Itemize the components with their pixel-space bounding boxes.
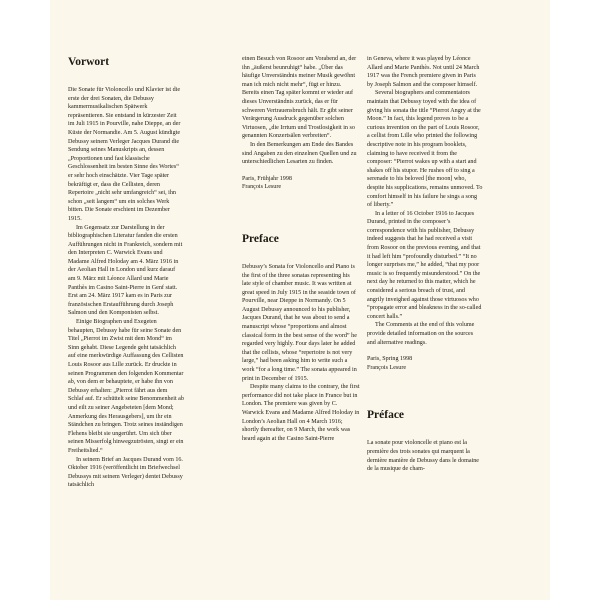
author-line: François Lesure: [242, 184, 282, 191]
date-line: Paris, Frühjahr 1998: [242, 175, 292, 182]
paragraph: Einige Biographen und Exegeten behaupten, Debussy habe für seine Sonate den Titel „Pierrot im Zwist mit dem Mond“ im Sinn gehabt. Diese Legende geht tatsächlich auf eine merkwürdige Auffassung des Cellisten Louis Rosoor aus Lille zurück. Er druckte in seinen Programmen den folgenden Kommentar ab, von dem er behauptete, er habe ihn von Debussy erhalten: „Pierrot fährt aus dem Schlaf auf. Er schüttelt seine Benommenheit ab und eilt zu seiner Angebeteten [dem Mond; Anmerkung des Herausgebers], um ihr ein Ständchen zu bringen. Trotz seines inständigen Flehens bleibt sie ungerührt. Um sich über seinen Misserfolg hinwegzutrösten, singt er ein Freiheitslied.“: [68, 319, 184, 454]
paragraph: In seinem Brief an Jacques Durand vom 16. Oktober 1916 (veröffentlicht im Briefwechsel Debussys mit seinem Verleger) dentet Debussy tatsächlich: [68, 456, 183, 489]
paragraph: Im Gegensatz zur Darstellung in der bibliographischen Literatur fanden die ersten Aufführungen nicht in Frankreich, sondern mit den Interpreten C. Warwick Evans und Madame Alfred Holoday am 4. März 1916 in der Aeolian Hall in London und kurz darauf am 9. März mit Léonce Allard und Marie Panthès im Casino Saint-Pierre in Genf statt. Erst am 24. März 1917 kam es in Paris zur französischen Erstaufführung durch Joseph Salmon und den Komponisten selbst.: [68, 224, 183, 317]
paragraph: Debussy’s Sonata for Violoncello and Piano is the first of the three sonatas representing his late style of chamber music. It was written at great speed in July 1915 in the seaside town of Pourville, near Dieppe in Normandy. On 5 August Debussy announced to his publisher, Jacques Durand, that he was about to send a manuscript whose “proportions and almost classical form in the best sense of the word” he regarded very highly. Four days later he added that the cellists, whose “repertoire is not very large,” had been asking him to write such a work “for a long time.” The sonata appeared in print in December of 1915.: [242, 263, 357, 382]
paragraph: Die Sonate für Violoncello und Klavier ist die erste der drei Sonaten, die Debussy kammermusikalischen Spätwerk repräsentieren. Sie entstand in kürzester Zeit im Juli 1915 in Pourville, nahe Dieppe, an der Küste der Normandie. Am 5. August kündigte Debussy seinem Verleger Jacques Durand die Sendung seines Manuskripts an, dessen „Proportionen und fast klassische Geschlossenheit im besten Sinne des Wortes“ er sehr hoch einschätzte. Vier Tage später bekräftigt er, dass die Cellisten, deren Repertoire „nicht sehr umfangreich“ sei, ihn schon „seit langem“ um ein solches Werk bitten. Die Sonate erschient im Dezember 1915.: [68, 87, 181, 222]
paragraph: In den Bemerkungen am Ende des Bandes sind Angaben zu den einzelnen Quellen und zu unterschiedlichen Lesarten zu finden.: [242, 141, 357, 166]
paragraph: The Comments at the end of this volume provide detailed information on the sources and alternative readings.: [367, 322, 475, 346]
column-middle: [242, 55, 360, 443]
column-german: [68, 55, 184, 490]
paragraph: Several biographers and commentators maintain that Debussy toyed with the idea of giving his sonata the title “Pierrot Angry at the Moon.” In fact, this legend proves to be a curious invention on the part of Louis Rosoor, a cellist from Lille who printed the following descriptive note in his program booklets, claiming to have received it from the composer: “Pierrot wakes up with a start and shakes off his stupor. He rushes off to sing a serenade to his beloved [the moon] who, despite his supplications, remains unmoved. To comfort himself in his failure he sings a song of liberty.”: [367, 90, 483, 209]
column-right: [367, 55, 483, 474]
heading-vorwort: Vorwort: [68, 56, 110, 68]
paragraph: in Geneva, where it was played by Léonce Allard and Marie Panthès. Not until 24 March 1917 was the French premiere given in Paris by Joseph Salmon and the composer himself.: [367, 56, 480, 88]
paragraph: In a letter of 16 October 1916 to Jacques Durand, printed in the composer’s correspondence with his publisher, Debussy indeed suggests that he had received a visit from Rosoor on the previous evening, and that it had left him “profoundly disturbed.” “It no longer surprises me,” he added, “that my poor music is so frequently misunderstood.” On the next day he returned to this matter, which he considered a serious breach of trust, and angrily inveighed against those virtuosos who “propagate error and bleakness in the so-called concert halls.”: [367, 210, 482, 320]
paragraph: einen Besuch von Rosoor am Vorabend an, der ihn „äußerst beunruhigt“ habe. „Über das häufige Unverständnis meiner Musik gewöhnt man ich mich nicht mehr“, fügt er hinzu. Bereits einen Tag später kommt er wieder auf dieses Unverständnis zurück, das er für schweren Vertrauensbruch hält. Er gibt seiner Verärgerung Ausdruck gegenüber solchen Virtuosen, „die Irrtum und Trostlosigkeit in so genannten Konzertsälen verbreiten“.: [242, 56, 357, 140]
heading-preface-fr: Préface: [367, 409, 405, 422]
heading-preface: Preface: [242, 232, 279, 245]
date-line: Paris, Spring 1998: [367, 356, 413, 363]
author-line: François Lesure: [367, 364, 407, 371]
paragraph: Despite many claims to the contrary, the first performance did not take place in France but in London. The premiere was given by C. Warwick Evans and Madame Alfred Holoday in London’s Aeolian Hall on 4 March 1916; shortly thereafter, on 9 March, the work was heard again at the Casino Saint-Pierre: [242, 384, 360, 442]
paragraph: La sonate pour violoncelle et piano est la première des trois sonates qui marquent la dernière manière de Debussy dans le domaine de la musique de cham-: [367, 440, 480, 473]
